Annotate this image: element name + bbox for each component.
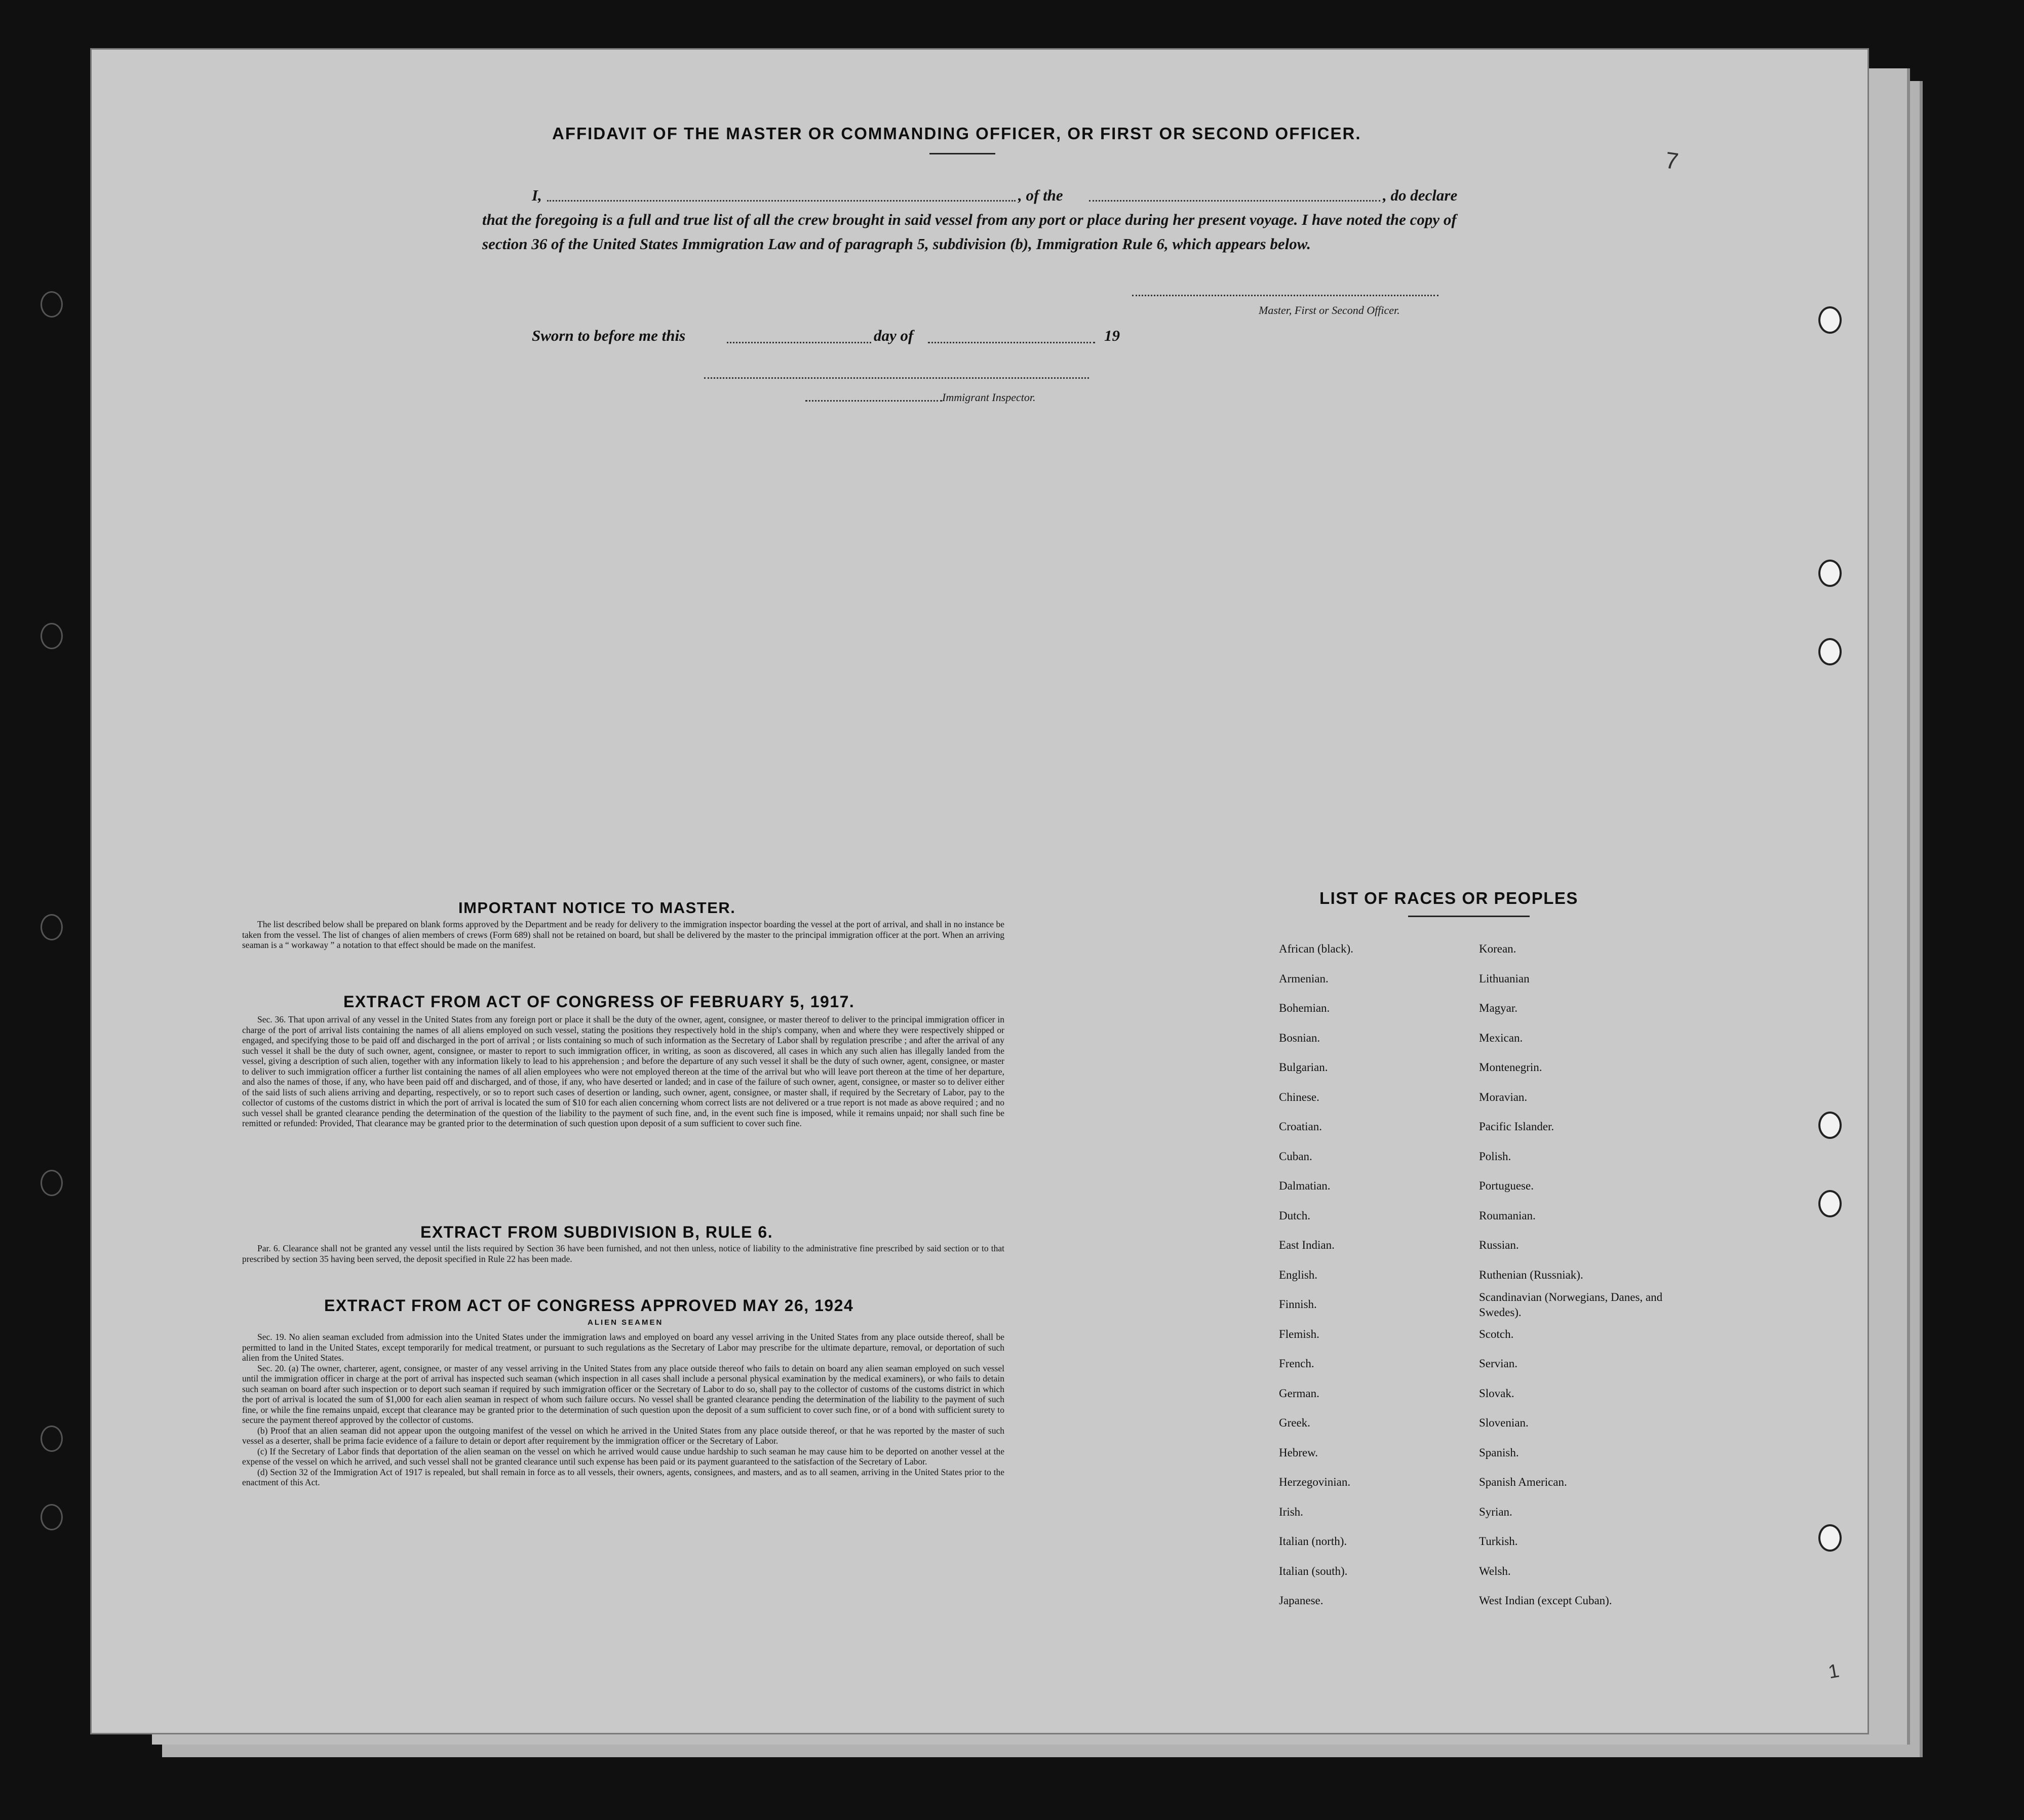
race-item: English. (1279, 1268, 1318, 1281)
race-item: Servian. (1479, 1357, 1518, 1370)
race-item: Bosnian. (1279, 1031, 1320, 1044)
race-item: French. (1279, 1357, 1314, 1370)
binding-hole (41, 291, 63, 318)
race-item: Portuguese. (1479, 1179, 1534, 1192)
extract-1924-subtitle: ALIEN SEAMEN (588, 1318, 664, 1327)
notice-title: IMPORTANT NOTICE TO MASTER. (458, 899, 736, 917)
race-item: Italian (south). (1279, 1564, 1348, 1577)
inspector-signature-blank[interactable] (704, 377, 1089, 379)
race-item: Dalmatian. (1279, 1179, 1331, 1192)
race-item: Polish. (1479, 1150, 1511, 1163)
month-blank[interactable] (928, 342, 1095, 343)
binding-hole (41, 1170, 63, 1196)
year-prefix: 19 (1104, 327, 1120, 344)
day-blank[interactable] (727, 342, 871, 343)
race-item: Spanish American. (1479, 1476, 1567, 1488)
race-item: Roumanian. (1479, 1209, 1536, 1222)
binding-hole (1818, 1190, 1842, 1217)
extract-1917-body: Sec. 36. That upon arrival of any vessel in the United States from any foreign port or place it shall be the duty of the owner, agent, consignee, or master thereof to deliver to the principal immigration officer in charge of the port of arrival lists containing the names of all aliens employed on such vessel, stating the positions they respectively hold in the ship's company, when and where they were respectively shipped or engaged, and specifying those to be paid off and discharged in the port of arrival ; or lists containing so much of such information as the Secretary of Labor shall by regulation prescribe ; and after the arrival of any such vessel it shall be the duty of such owner, agent, consignee, or master to report to such immigration officer, in writing, as soon as discovered, all cases in which any such alien has illegally landed from the vessel, giving a description of such alien, together with any information likely to lead to his apprehension ; and before the departure of any such vessel it shall be the duty of such owner, agent, consignee, or master to deliver to such immigration officer a further list containing the names of all alien employees who were not employed thereon at the time of the arrival but who will leave port thereon at the time of her departure, and also the names of those, if any, who have been paid off and discharged, and of those, if any, who have deserted or landed; and in case of the failure of such owner, agent, consignee, or master so to deliver either of the said lists of such aliens arriving and departing, respectively, or so to report such cases of desertion or landing, such owner, agent, consignee, or master shall, if required by the Secretary of Labor, pay to the collector of customs of the customs district in which the port of arrival is located the sum of $10 for each alien concerning whom correct lists are not delivered or a true report is not made as above required ; and no such vessel shall be granted clearance pending the determination of the question of the liability to the payment of such fine, and, in the event such fine is imposed, while it remains unpaid; nor shall such fine be remitted or refunded: Provided, That clearance may be granted prior to the determination of such question upon deposit of a sum sufficient to cover such fine. (242, 1014, 1004, 1128)
binding-hole (1818, 1524, 1842, 1552)
race-item: Japanese. (1279, 1594, 1324, 1607)
notice-body: The list described below shall be prepared on blank forms approved by the Department and be ready for delivery to the immigration inspector boarding the vessel at the port of arrival, and shall in no instance be taken from the vessel. The list of changes of alien members of crews (Form 689) shall not be retained on board, but shall be delivered by the master to the principal immigration officer at the port. When an arriving seaman is a “ workaway ” a notation to that effect should be made on the manifest. (242, 919, 1004, 950)
race-item: Ruthenian (Russniak). (1479, 1268, 1583, 1281)
extract-rule6-title: EXTRACT FROM SUBDIVISION B, RULE 6. (420, 1223, 773, 1241)
binding-hole (41, 914, 63, 940)
section-paragraph: (b) Proof that an alien seaman did not appear upon the outgoing manifest of the vessel on which he arrived in the United States from any place outside thereof, or that he was reported by the master of such vessel as a deserter, shall be prima facie evidence of a failure to detain or deport after requirement by the immigration officer or the Secretary of Labor. (242, 1425, 1004, 1446)
race-item: Moravian. (1479, 1090, 1528, 1103)
race-item: Dutch. (1279, 1209, 1310, 1222)
extract-1924-body (242, 1332, 1004, 1488)
race-item: Mexican. (1479, 1031, 1523, 1044)
race-item: Welsh. (1479, 1564, 1511, 1577)
affidavit-do-declare: , do declare (1383, 186, 1458, 204)
sworn-prefix: Sworn to before me this (532, 327, 686, 344)
race-item: African (black). (1279, 942, 1353, 955)
signature-caption: Master, First or Second Officer. (1259, 304, 1400, 316)
race-item: Bohemian. (1279, 1002, 1330, 1014)
races-title: LIST OF RACES OR PEOPLES (1319, 889, 1578, 907)
page-number-mark: 1 (1826, 1660, 1841, 1683)
affidavit-title: AFFIDAVIT OF THE MASTER OR COMMANDING OFFICER, OR FIRST OR SECOND OFFICER. (552, 124, 1361, 143)
extract-1924-title: EXTRACT FROM ACT OF CONGRESS APPROVED MAY 26, 1924 (324, 1296, 854, 1315)
race-item: Slovak. (1479, 1387, 1514, 1400)
binding-hole (1818, 306, 1842, 334)
race-item: Magyar. (1479, 1002, 1518, 1014)
section-paragraph: Sec. 19. No alien seaman excluded from admission into the United States under the immigration laws and employed on board any vessel arriving in the United States from any place outside thereof, shall be permitted to land in the United States, except temporarily for medical treatment, or pursuant to such regulations as the Secretary of Labor may prescribe for the ultimate departure, removal, or deportation of such alien from the United States. (242, 1332, 1004, 1363)
race-item: Herzegovinian. (1279, 1476, 1351, 1488)
affidavit-body: that the foregoing is a full and true list of all the crew brought in said vessel from any port or place during her present voyage. I have noted the copy of section 36 of the United States Immigration Law and of paragraph 5, subdivision (b), Immigration Rule 6, which appears below. (482, 211, 1457, 253)
binding-hole (1818, 560, 1842, 587)
race-item: Scandinavian (Norwegians, Danes, and Swedes). (1479, 1291, 1663, 1319)
vessel-blank[interactable] (1089, 200, 1380, 202)
race-item: Russian. (1479, 1239, 1519, 1251)
binding-hole (41, 1504, 63, 1530)
section-paragraph: Sec. 20. (a) The owner, charterer, agent, consignee, or master of any vessel arriving in the United States from any place outside thereof who fails to detain on board any alien seaman employed on such vessel until the immigration officer in charge at the port of arrival has inspected such seaman (which inspection in all cases shall include a personal physical examination by the medical examiners), or who fails to detain such seaman on board after such inspection or to deport such seaman if required by such immigration officer or the Secretary of Labor to do so, shall pay to the collector of customs of the customs district in which the port of arrival is located the sum of $1,000 for each alien seaman in respect of whom such failure occurs. No vessel shall be granted clearance pending the determination of the liability to the payment of such fine, or while the fine remains unpaid, except that clearance may be granted prior to the determination of such question upon the deposit of a sum sufficient to cover such fine, or of a bond with sufficient surety to secure the payment thereof approved by the collector of customs. (242, 1363, 1004, 1425)
race-item: Slovenian. (1479, 1416, 1529, 1429)
binding-hole (1818, 1112, 1842, 1139)
signature-blank[interactable] (1132, 295, 1438, 296)
binding-hole (41, 623, 63, 649)
race-item: Montenegrin. (1479, 1061, 1542, 1074)
races-left-column (1279, 934, 1353, 1616)
race-item: Armenian. (1279, 972, 1329, 985)
extract-1917-title: EXTRACT FROM ACT OF CONGRESS OF FEBRUARY 5, 1917. (343, 993, 855, 1011)
divider (929, 153, 995, 154)
race-item: Italian (north). (1279, 1535, 1347, 1548)
race-item: Lithuanian (1479, 972, 1530, 985)
affidavit-of-the: , of the (1018, 186, 1063, 204)
race-item: Korean. (1479, 942, 1516, 955)
inspector-blank[interactable] (805, 400, 942, 402)
binding-hole (1818, 638, 1842, 665)
affidavit-prefix: I, (532, 186, 542, 204)
race-item: Croatian. (1279, 1120, 1322, 1133)
binding-hole (41, 1426, 63, 1452)
inspector-caption: Immigrant Inspector. (942, 391, 1036, 404)
race-item: Flemish. (1279, 1327, 1319, 1340)
race-item: German. (1279, 1387, 1319, 1400)
race-item: West Indian (except Cuban). (1479, 1594, 1612, 1607)
race-item: Spanish. (1479, 1446, 1519, 1459)
race-item: Finnish. (1279, 1298, 1317, 1311)
divider (1408, 916, 1530, 917)
corner-mark: 7 (1663, 146, 1681, 175)
name-blank[interactable] (547, 200, 1016, 202)
section-paragraph: (c) If the Secretary of Labor finds that deportation of the alien seaman on the vessel on which he arrived would cause undue hardship to such seaman he may cause him to be deported on another vessel at the expense of the vessel on which he arrived, and such vessel shall not be granted clearance until such expense has been paid or its payment guaranteed to the satisfaction of the Secretary of Labor. (242, 1446, 1004, 1467)
race-item: East Indian. (1279, 1239, 1335, 1251)
race-item: Pacific Islander. (1479, 1120, 1554, 1133)
race-item: Cuban. (1279, 1150, 1312, 1163)
extract-rule6-body: Par. 6. Clearance shall not be granted any vessel until the lists required by Section 36 have been furnished, and not then unless, notice of liability to the administrative fine prescribed by said section or to that prescribed by section 35 having been served, the deposit specified in Rule 22 has been made. (242, 1243, 1004, 1264)
section-paragraph: (d) Section 32 of the Immigration Act of 1917 is repealed, but shall remain in force as to all vessels, their owners, agents, consignees, and masters, and as to all seamen, arriving in the United States prior to the enactment of this Act. (242, 1467, 1004, 1487)
race-item: Irish. (1279, 1505, 1303, 1518)
race-item: Hebrew. (1279, 1446, 1318, 1459)
race-item: Bulgarian. (1279, 1061, 1328, 1074)
race-item: Turkish. (1479, 1535, 1518, 1548)
races-right-column (1479, 934, 1671, 1616)
race-item: Greek. (1279, 1416, 1310, 1429)
race-item: Scotch. (1479, 1327, 1514, 1340)
day-of-label: day of (874, 327, 914, 344)
race-item: Syrian. (1479, 1505, 1512, 1518)
race-item: Chinese. (1279, 1090, 1319, 1103)
